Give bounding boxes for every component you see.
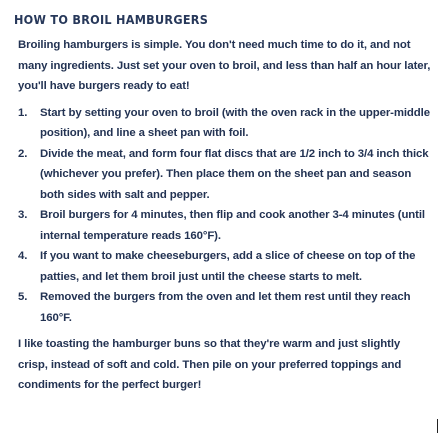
intro-bold-phrase: not many ingredients bbox=[18, 39, 411, 72]
intro-text-end: . Just set your oven to broil, and less than half an hour later, you'll have burgers ready to eat! bbox=[18, 59, 431, 92]
text-cursor bbox=[437, 419, 438, 433]
step-item: If you want to make cheeseburgers, add a slice of cheese on top of the patties, and let them broil just until the cheese starts to melt. bbox=[40, 250, 416, 283]
intro-text-start: Broiling hamburgers is simple. You don't need much time to do it, and bbox=[18, 39, 394, 51]
step-item: Divide the meat, and form four flat discs that are 1/2 inch to 3/4 inch thick (whichever you prefer). Then place them on the sheet pan and season both sides with salt and pepper. bbox=[40, 147, 429, 201]
step-item: Start by setting your oven to broil (with the oven rack in the upper-middle position), and line a sheet pan with foil. bbox=[40, 106, 430, 139]
outro-paragraph: I like toasting the hamburger buns so that they're warm and just slightly crisp, instead of soft and cold. Then pile on your preferred toppings and condiments for the perfect burger! bbox=[18, 338, 402, 391]
step-item: Broil burgers for 4 minutes, then flip and cook another 3-4 minutes (until internal temperature reads 160°F). bbox=[40, 209, 425, 242]
steps-list bbox=[14, 103, 431, 329]
step-item: Removed the burgers from the oven and let them rest until they reach 160°F. bbox=[40, 291, 411, 324]
article-title: HOW TO BROIL HAMBURGERS bbox=[14, 12, 209, 27]
intro-paragraph bbox=[18, 35, 431, 97]
